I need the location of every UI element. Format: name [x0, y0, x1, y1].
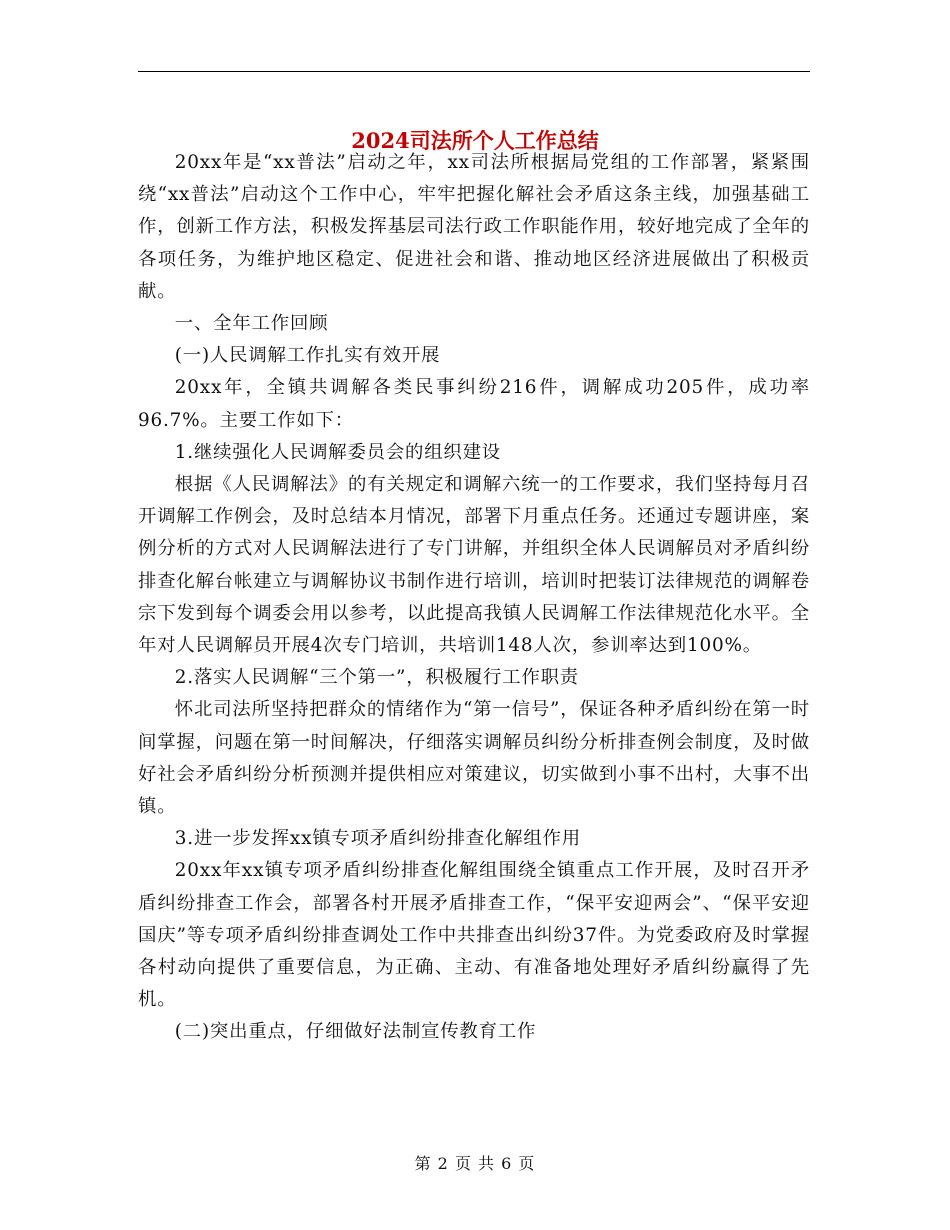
heading-item-2: 2.落实人民调解“三个第一”，积极履行工作职责	[174, 667, 579, 689]
document-title: 2024司法所个人工作总结	[351, 128, 599, 154]
heading-item-3: 3.进一步发挥xx镇专项矛盾纠纷排查化解组作用	[174, 828, 581, 850]
paragraph-item-2: 怀北司法所坚持把群众的情绪作为“第一信号”，保证各种矛盾纠纷在第一时间掌握，问题在第一时间解决，仔细落实调解员纠纷分析排查例会制度，及时做好社会矛盾纠纷分析预测并提供相应对策建议，切实做到小事不出村，大事不出镇。	[138, 699, 810, 818]
heading-subsection-2: (二)突出重点，仔细做好法制宣传教育工作	[174, 1021, 537, 1043]
header-rule	[138, 71, 810, 72]
paragraph-item-1: 根据《人民调解法》的有关规定和调解六统一的工作要求，我们坚持每月召开调解工作例会，及时总结本月情况，部署下月重点任务。还通过专题讲座，案例分析的方式对人民调解法进行了专门讲解，并组织全体人民调解员对矛盾纠纷排查化解台帐建立与调解协议书制作进行培训，培训时把装订法律规范的调解卷宗下发到每个调委会用以参考，以此提高我镇人民调解工作法律规范化水平。全年对人民调解员开展4次专门培训，共培训148人次，参训率达到100%。	[138, 474, 810, 657]
paragraph-mediation-stats: 20xx年，全镇共调解各类民事纠纷216件，调解成功205件，成功率96.7%。主要工作如下：	[138, 377, 810, 431]
heading-item-1: 1.继续强化人民调解委员会的组织建设	[174, 441, 501, 463]
page-number: 第 2 页 共 6 页	[414, 1154, 536, 1173]
heading-subsection-1: (一)人民调解工作扎实有效开展	[174, 345, 441, 367]
document-body	[138, 147, 810, 1049]
paragraph-item-3: 20xx年xx镇专项矛盾纠纷排查化解组围绕全镇重点工作开展，及时召开矛盾纠纷排查工作会，部署各村开展矛盾排查工作，“保平安迎两会”、“保平安迎国庆”等专项矛盾纠纷排查调处工作中共排查出纠纷37件。为党委政府及时掌握各村动向提供了重要信息，为正确、主动、有准备地处理好矛盾纠纷赢得了先机。	[138, 860, 810, 1011]
paragraph-intro: 20xx年是“xx普法”启动之年，xx司法所根据局党组的工作部署，紧紧围绕“xx普法”启动这个工作中心，牢牢把握化解社会矛盾这条主线，加强基础工作，创新工作方法，积极发挥基层司法行政工作职能作用，较好地完成了全年的各项任务，为维护地区稳定、促进社会和谐、推动地区经济进展做出了积极贡献。	[138, 152, 810, 302]
heading-section-1: 一、全年工作回顾	[174, 313, 329, 335]
